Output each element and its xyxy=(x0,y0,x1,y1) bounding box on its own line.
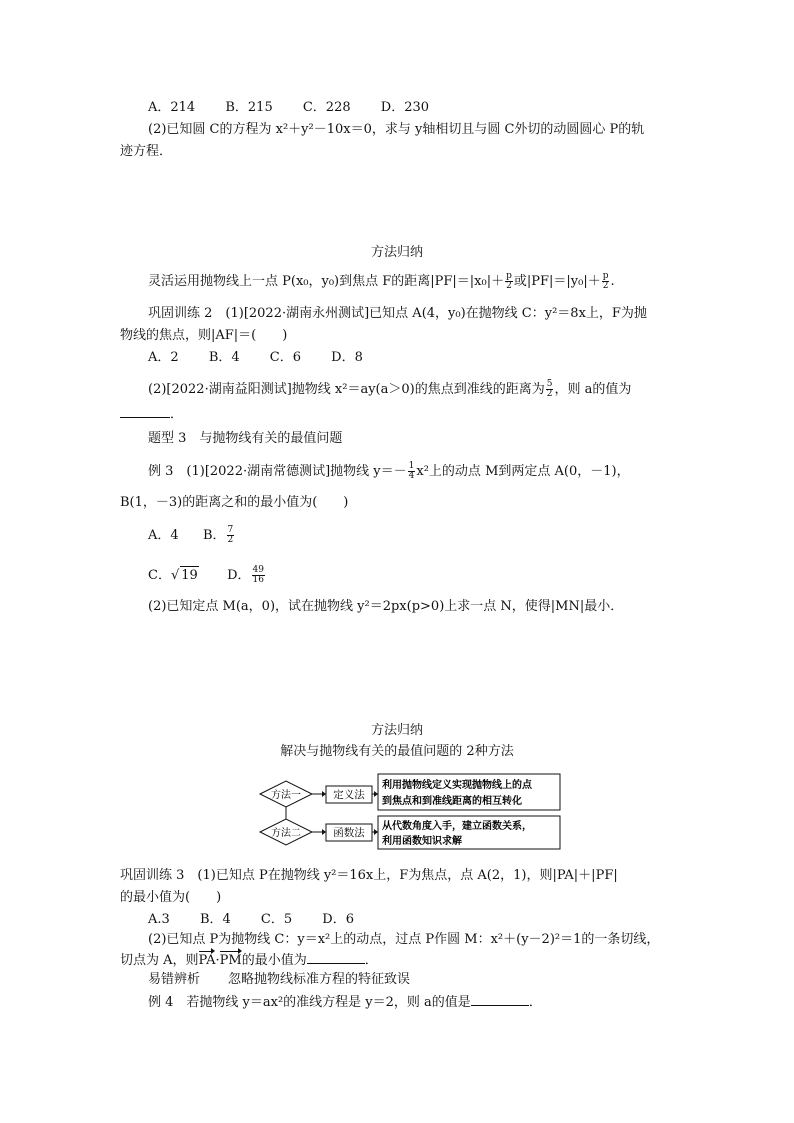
practice3-options xyxy=(148,911,380,929)
option-a: A.3 xyxy=(148,912,170,927)
method-summary-text xyxy=(148,272,615,291)
method-text-part-a: 灵活运用抛物线上一点 P(x₀，y₀)到焦点 F的距离|PF|＝|x₀|＋ xyxy=(148,274,505,289)
method-summary-title: 方法归纳 xyxy=(370,245,423,260)
circle-question-line2: 迹方程． xyxy=(120,144,173,159)
arrow-head-1 xyxy=(322,791,326,797)
option-c: C．6 xyxy=(269,350,301,365)
pitfall-title: 易错辨析 xyxy=(148,972,201,987)
method-summary-subtitle: 解决与抛物线有关的最值问题的 2种方法 xyxy=(280,744,514,759)
example3-line1-part-a: 例 3 (1)[2022·湖南常德测试]抛物线 y＝－ xyxy=(148,464,407,479)
practice3-line1: 巩固训练 3 (1)已知点 P在抛物线 y²＝16x上，F为焦点，点 A(2，1)，则|PA|＋|PF| xyxy=(120,868,618,883)
frac-num: 49 xyxy=(252,565,264,575)
method1-label: 方法一 xyxy=(271,790,301,801)
option-d-fraction xyxy=(252,566,265,585)
fraction-p-over-2-b xyxy=(602,272,610,291)
method1-desc-line1: 利用抛物线定义实现抛物线上的点 xyxy=(382,780,532,791)
practice2-options xyxy=(148,349,389,367)
practice2-line3-part-a: (2)[2022·湖南益阳测试]抛物线 x²＝ay(a＞0)的焦点到准线的距离为 xyxy=(148,382,545,397)
method-diagram xyxy=(256,772,566,850)
frac-den: 2 xyxy=(546,389,553,399)
practice2-line4-end: ． xyxy=(170,407,184,422)
frac-den: 4 xyxy=(408,471,415,481)
method2-name: 函数法 xyxy=(333,827,365,839)
vector-pa: PA xyxy=(198,953,216,968)
option-a: A．2 xyxy=(148,350,179,365)
frac-den: 2 xyxy=(227,535,234,545)
example4-text: 例 4 若抛物线 y＝ax²的准线方程是 y＝2，则 a的值是 xyxy=(148,995,471,1010)
practice2-line1: 巩固训练 2 (1)[2022·湖南永州测试]已知点 A(4，y₀)在抛物线 C：y²＝8x上，F为抛 xyxy=(148,306,647,321)
example4-end: ． xyxy=(528,995,542,1010)
example3-options-ab xyxy=(148,526,235,545)
sqrt-icon: √ xyxy=(170,568,180,583)
frac-den: 16 xyxy=(252,575,264,585)
answer-blank xyxy=(120,405,170,418)
circle-question-line1: (2)已知圆 C的方程为 x²＋y²－10x＝0，求与 y轴相切且与圆 C外切的动圆圆心 P的轨 xyxy=(148,122,645,137)
method1-name: 定义法 xyxy=(333,789,365,801)
option-b: B．4 xyxy=(208,350,240,365)
method-text-part-b: 或|PF|＝|y₀|＋ xyxy=(513,274,601,289)
option-c-label: C． xyxy=(148,568,171,583)
example4-line xyxy=(148,993,542,1012)
method1-desc-line2: 到焦点和到准线距离的相互转化 xyxy=(382,796,522,807)
frac-num: 1 xyxy=(408,461,415,471)
frac-num: p xyxy=(602,271,609,281)
option-a: A．4 xyxy=(148,528,179,543)
frac-den: 2 xyxy=(602,281,609,291)
frac-num: p xyxy=(506,271,512,281)
practice3-line3: (2)已知点 P为抛物线 C：y＝x²上的动点，过点 P作圆 M：x²＋(y－2)²＝1的一条切线， xyxy=(148,932,660,947)
option-c: C．5 xyxy=(260,912,293,927)
fraction-p-over-2 xyxy=(505,272,513,291)
fraction-1-over-4 xyxy=(408,462,416,481)
practice2-line3 xyxy=(148,380,631,399)
option-a: A．214 xyxy=(148,100,196,115)
frac-den: 2 xyxy=(506,281,512,291)
practice2-line2: 物线的焦点，则|AF|＝( ) xyxy=(120,328,288,343)
example3-line2: B(1，－3)的距离之和的最小值为( ) xyxy=(120,495,349,510)
option-b-fraction xyxy=(227,526,235,545)
practice3-line4-end: ． xyxy=(364,953,378,968)
option-d: D．230 xyxy=(380,100,430,115)
practice3-line4-part-a: 切点为 A，则 xyxy=(120,953,199,968)
method-summary-title-2: 方法归纳 xyxy=(370,723,423,738)
fraction-5-over-2 xyxy=(546,380,554,399)
method2-desc-line2: 利用函数知识求解 xyxy=(382,836,462,847)
type3-heading: 题型 3 与抛物线有关的最值问题 xyxy=(148,431,343,446)
method-text-part-c: . xyxy=(610,274,615,289)
method2-label: 方法二 xyxy=(271,828,301,839)
prev-question-options xyxy=(148,99,455,117)
example3-line3: (2)已知定点 M(a，0)，试在抛物线 y²＝2px(p>0)上求一点 N，使得|MN|最小． xyxy=(148,599,624,614)
practice3-line4-part-b: 的最小值为 xyxy=(241,953,307,968)
example3-options-cd xyxy=(148,566,266,585)
practice3-line4 xyxy=(120,951,378,970)
frac-num: 5 xyxy=(546,379,553,389)
answer-blank xyxy=(471,993,529,1006)
option-b: B．215 xyxy=(225,100,273,115)
method2-desc-line1: 从代数角度入手，建立函数关系， xyxy=(382,821,532,832)
option-b: B．4 xyxy=(199,912,231,927)
option-d: D．6 xyxy=(322,912,354,927)
option-c-radicand: 19 xyxy=(181,568,198,583)
practice2-line3-part-b: ，则 a的值为 xyxy=(554,382,632,397)
example3-line1 xyxy=(148,462,630,481)
vector-pm: PM xyxy=(219,953,242,968)
option-d-label: D． xyxy=(227,568,251,583)
arrow-head-3 xyxy=(374,791,378,797)
practice3-line2: 的最小值为( ) xyxy=(120,890,222,905)
option-b-label: B． xyxy=(202,528,226,543)
answer-blank xyxy=(307,951,365,964)
option-d: D．8 xyxy=(331,350,363,365)
practice2-line4 xyxy=(120,405,183,424)
frac-num: 7 xyxy=(227,525,234,535)
example3-line1-part-b: x²上的动点 M到两定点 A(0，－1)， xyxy=(416,464,630,479)
pitfall-heading xyxy=(148,971,410,989)
dot-operator: · xyxy=(215,953,220,968)
arrow-head-2 xyxy=(322,829,326,835)
pitfall-text: 忽略抛物线标准方程的特征致误 xyxy=(228,972,411,987)
arrow-head-4 xyxy=(374,829,378,835)
option-c: C．228 xyxy=(302,100,351,115)
